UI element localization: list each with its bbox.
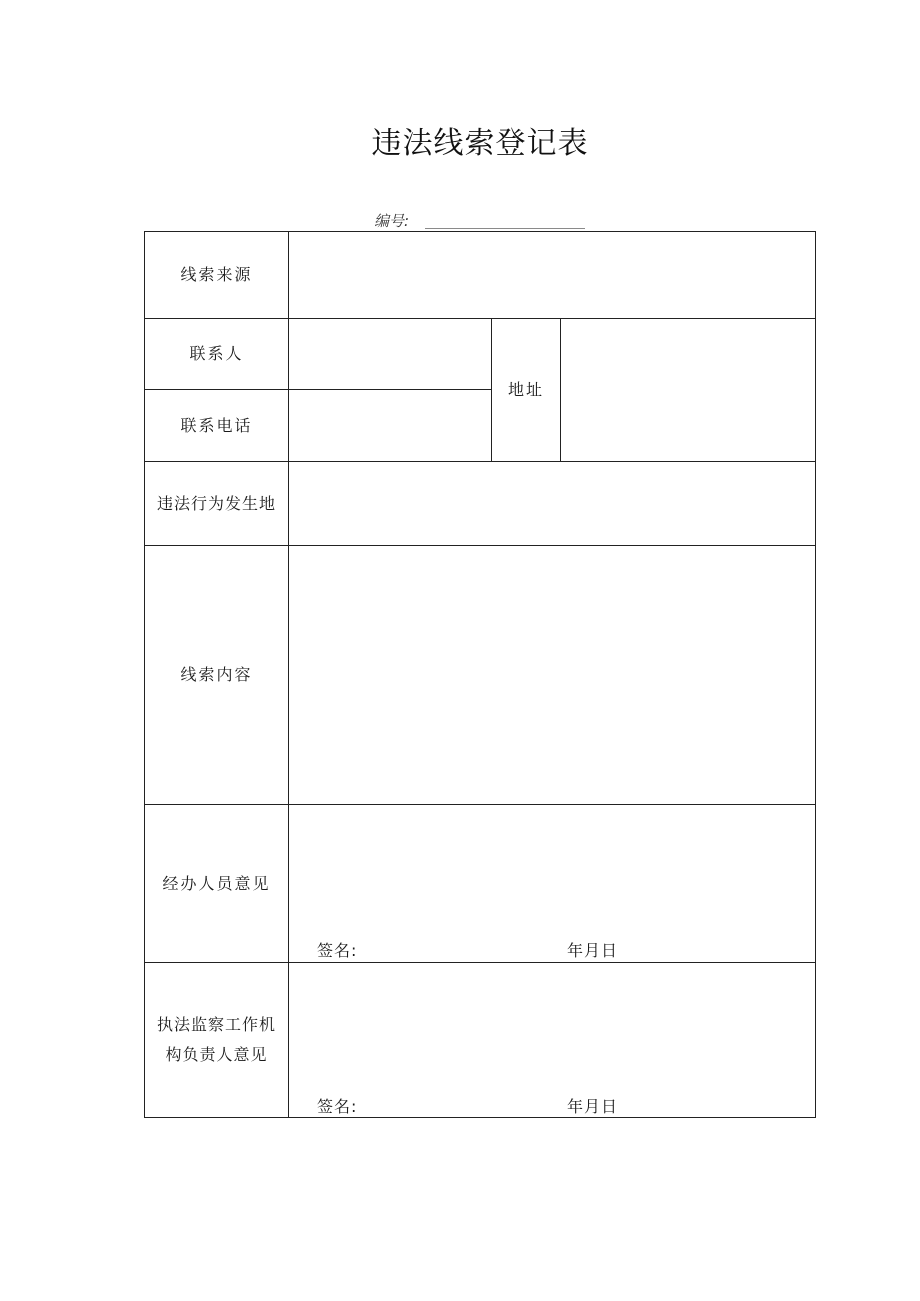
violation-location-label: 违法行为发生地 xyxy=(156,493,276,513)
supervisor-opinion-label-line2: 构负责人意见 xyxy=(165,1045,268,1064)
handler-opinion-label: 经办人员意见 xyxy=(162,873,271,893)
registration-form-table xyxy=(144,231,816,1118)
supervisor-opinion-label-line1: 执法监察工作机 xyxy=(156,1015,276,1034)
clue-source-field[interactable] xyxy=(289,232,815,318)
handler-opinion-field[interactable] xyxy=(289,805,815,925)
contact-phone-label: 联系电话 xyxy=(180,415,253,435)
supervisor-opinion-label xyxy=(145,963,288,1117)
address-label: 地址 xyxy=(507,380,544,399)
handler-signature-label: 签名: xyxy=(317,941,358,960)
contact-person-field[interactable] xyxy=(289,319,491,389)
serial-number-label: 编号: xyxy=(374,212,410,230)
serial-number-field[interactable] xyxy=(425,228,585,229)
contact-phone-field[interactable] xyxy=(289,390,491,461)
contact-person-label: 联系人 xyxy=(189,344,244,363)
clue-source-label: 线索来源 xyxy=(180,265,253,284)
address-field[interactable] xyxy=(561,319,815,461)
clue-content-field[interactable] xyxy=(289,546,815,804)
supervisor-date-label: 年月日 xyxy=(567,1097,619,1116)
supervisor-signature-label: 签名: xyxy=(317,1097,358,1116)
handler-date-label: 年月日 xyxy=(567,941,619,960)
violation-location-field[interactable] xyxy=(289,462,815,545)
clue-content-label: 线索内容 xyxy=(180,665,253,684)
form-title: 违法线索登记表 xyxy=(371,126,589,161)
supervisor-opinion-field[interactable] xyxy=(289,963,815,1081)
